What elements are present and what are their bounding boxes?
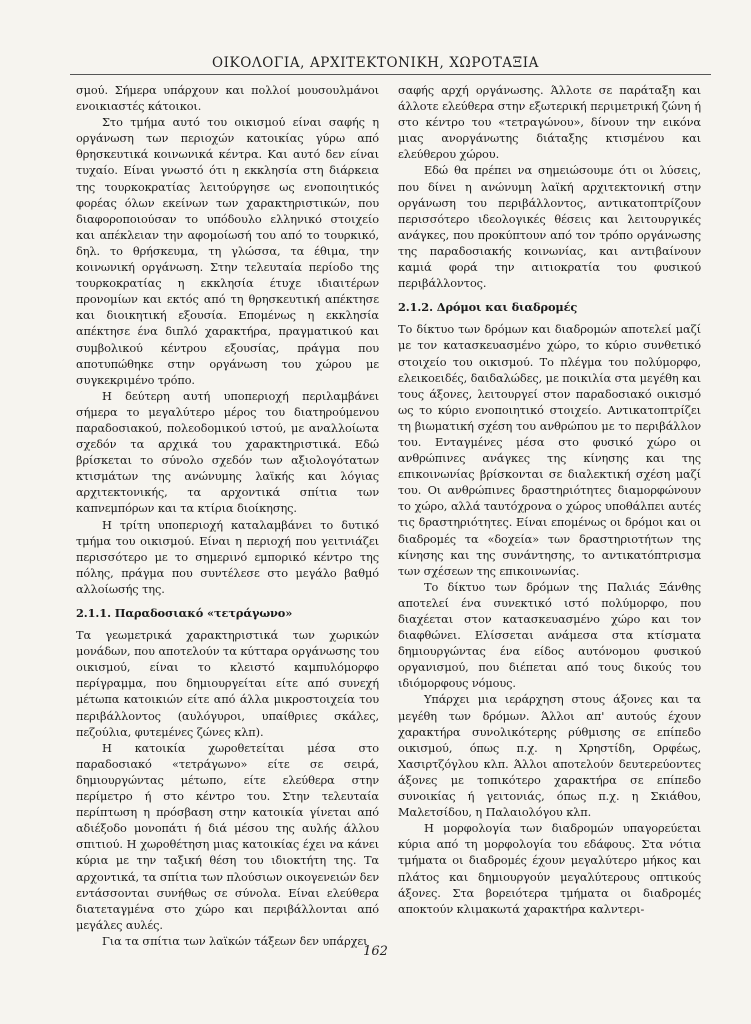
section-heading: 2.1.2. Δρόμοι και διαδρομές — [398, 300, 578, 315]
paragraph: Για τα σπίτια των λαϊκών τάξεων δεν υπάρχει — [102, 933, 368, 948]
paragraph: Εδώ θα πρέπει να σημειώσουμε ότι οι λύσεις, που δίνει η ανώνυμη λαϊκή αρχιτεκτονική στην οργάνωση του περιβάλλοντος, αντικατοπτρίζουν περισσότερο ιδεολογικές θέσεις και λειτουργικές ανάγκες, που προκύπτουν από τον τρόπο οργάνωσης της παραδοσιακής κοινωνίας, και αντιβαίνουν καμιά φορά την αιτιοκρατία του φυσικού περιβάλλοντος. — [398, 163, 701, 291]
paragraph: σμού. Σήμερα υπάρχουν και πολλοί μουσουλμάνοι ενοικιαστές κάτοικοι. — [76, 83, 379, 114]
left-column — [76, 82, 379, 949]
paragraph: Στο τμήμα αυτό του οικισμού είναι σαφής η οργάνωση των περιοχών κατοικίας γύρω από θρησκευτικά κοινωνικά κέντρα. Και αυτό δεν είναι τυχαίο. Είναι γνωστό ότι η εκκλησία στη διάρκεια της τουρκοκρατίας λειτούργησε ως ενοποιητικός φορέας όλων εκείνων των χαρακτηριστικών, που διαφοροποιούσαν το υπόδουλο ελληνικό στοιχείο και απέκλειαν την αφομοίωσή του από το τουρκικό, δηλ. το θρήσκευμα, τη γλώσσα, τα έθιμα, την κοινωνική οργάνωση. Στην τελευταία περίοδο της τουρκοκρατίας η εκκλησία έτυχε ιδιαιτέρων προνομίων και εκτός από τη θρησκευτική απέκτησε και διοικητική εξουσία. Επομένως η εκκλησία απέκτησε ένα διπλό χαρακτήρα, πραγματικού και συμβολικού κέντρου εξουσίας, πράγμα που αποτυπώθηκε στην οργάνωση του χώρου με συγκεκριμένο τρόπο. — [76, 115, 379, 387]
paragraph: Η δεύτερη αυτή υποπεριοχή περιλαμβάνει σήμερα το μεγαλύτερο μέρος του διατηρούμενου παραδοσιακού, πολεοδομικού ιστού, με αναλλοίωτα σχεδόν τα αρχικά του χαρακτηριστικά. Εδώ βρίσκεται το σύνολο σχεδόν των αξιολογότατων κτισμάτων της ανώνυμης λαϊκής και λόγιας αρχιτεκτονικής, τα αρχοντικά σπίτια των καπνεμπόρων και τα κτίρια διοίκησης. — [76, 388, 379, 516]
paragraph: Η τρίτη υποπεριοχή καταλαμβάνει το δυτικό τμήμα του οικισμού. Είναι η περιοχή που γειτνιάζει περισσότερο με το σημερινό εμπορικό κέντρο της πόλης, πράγμα που συντέλεσε στο μεγάλο βαθμό αλλοίωσής της. — [76, 517, 379, 596]
paragraph: Το δίκτυο των δρόμων και διαδρομών αποτελεί μαζί με τον κατασκευασμένο χώρο, το κύριο συνθετικό στοιχείο του οικισμού. Το πλέγμα του πολύμορφο, ελεικοειδές, δαιδαλώδες, με ποικιλία στα μεγέθη και τους άξονες, λειτουργεί στον παραδοσιακό οικισμό ως το κύριο ενοποιητικό στοιχείο. Αντικατοπτρίζει τη βιωματική σχέση του ανθρώπου με το περιβάλλον του. Ενταγμένες μέσα στο φυσικό χώρο οι ανθρώπινες ανάγκες της κίνησης και της επικοινωνίας βρίσκονται σε διαλεκτική σχέση μαζί του. Οι ανθρώπινες δραστηριότητες διαμορφώνουν το χώρο, αλλά ταυτόχρονα ο χώρος υποθάλπει αυτές τις δραστηριότητες. Είναι επομένως οι δρόμοι και οι διαδρομές τα «δοχεία» των δραστηριοτήτων της κίνησης και της συνάντησης, το αντικατόπτρισμα των σχέσεων της επικοινωνίας. — [398, 322, 701, 578]
paragraph: σαφής αρχή οργάνωσης. Άλλοτε σε παράταξη και άλλοτε ελεύθερα στην εξωτερική περιμετρική ζώνη ή στο κέντρο του «τετραγώνου», δίνουν την εικόνα μιας ανοργάνωτης διάταξης κτισμένου και ελεύθερου χώρου. — [398, 83, 701, 162]
paragraph: Υπάρχει μια ιεράρχηση στους άξονες και τα μεγέθη των δρόμων. Άλλοι απ' αυτούς έχουν χαρακτήρα συνολικότερης ρύθμισης σε επίπεδο οικισμού, όπως π.χ. η Χρηστίδη, Ορφέως, Χασιρτζόγλου κλπ. Άλλοι αποτελούν δευτερεύοντες άξονες με τοπικότερο χαρακτήρα σε επίπεδο συνοικίας ή γειτονιάς, όπως π.χ. η Σκιάθου, Μαλετσίδου, η Παλαιολόγου κλπ. — [398, 692, 701, 820]
section-heading: 2.1.1. Παραδοσιακό «τετράγωνο» — [76, 606, 293, 620]
paragraph: Η κατοικία χωροθετείται μέσα στο παραδοσιακό «τετράγωνο» είτε σε σειρά, δημιουργώντας μέτωπο, είτε ελεύθερα στην περίμετρο ή στο κέντρο του. Στην τελευταία περίπτωση η πρόσβαση στην κατοικία γίνεται από αδιέξοδο μονοπάτι ή διά μέσου της αυλής άλλου σπιτιού. Η χωροθέτηση μιας κατοικίας έχει να κάνει κύρια με την ταξική θέση του ιδιοκτήτη της. Τα αρχοντικά, τα σπίτια των πλούσιων οικογενειών δεν εντάσσονται συνήθως σε σύνολα. Είναι ελεύθερα διατεταγμένα στο χώρο και περιβάλλονται από μεγάλες αυλές. — [76, 740, 379, 932]
paragraph: Η μορφολογία των διαδρομών υπαγορεύεται κύρια από τη μορφολογία του εδάφους. Στα νότια τμήματα οι διαδρομές έχουν μεγαλύτερο μήκος και πλάτος και δημιουργούν μεγαλύτερους οπτικούς άξονες. Στα βορειότερα τμήματα οι διαδρομές αποκτούν κλιμακωτά χαρακτήρα καλντερι- — [398, 821, 701, 916]
paragraph: Το δίκτυο των δρόμων της Παλιάς Ξάνθης αποτελεί ένα συνεκτικό ιστό πολύμορφο, που διαχέεται στον κατασκευασμένο χώρο και τον διαφθώνει. Ελίσσεται ανάμεσα στα κτίσματα δημιουργώντας ένα είδος αυτόνομου φυσικού οργανισμού, που διέπεται από τους δικούς του ιδιόμορφους νόμους. — [398, 579, 701, 691]
right-column — [398, 82, 701, 917]
page-number: 162 — [363, 944, 388, 959]
running-header: ΟΙΚΟΛΟΓΙΑ, ΑΡΧΙΤΕΚΤΟΝΙΚΗ, ΧΩΡΟΤΑΞΙΑ — [211, 55, 540, 71]
paragraph: Τα γεωμετρικά χαρακτηριστικά των χωρικών μονάδων, που αποτελούν τα κύτταρα οργάνωσης του οικισμού, είναι το κλειστό καμπυλόμορφο περίγραμμα, που δημιουργείται είτε από συνεχή μέτωπα κατοικιών είτε από άλλα μικροστοιχεία του περιβάλλοντος (αυλόγυροι, υπαίθριες σκάλες, πεζούλια, φυτεμένες ζώνες κλπ). — [76, 628, 379, 739]
header-rule — [70, 74, 711, 75]
